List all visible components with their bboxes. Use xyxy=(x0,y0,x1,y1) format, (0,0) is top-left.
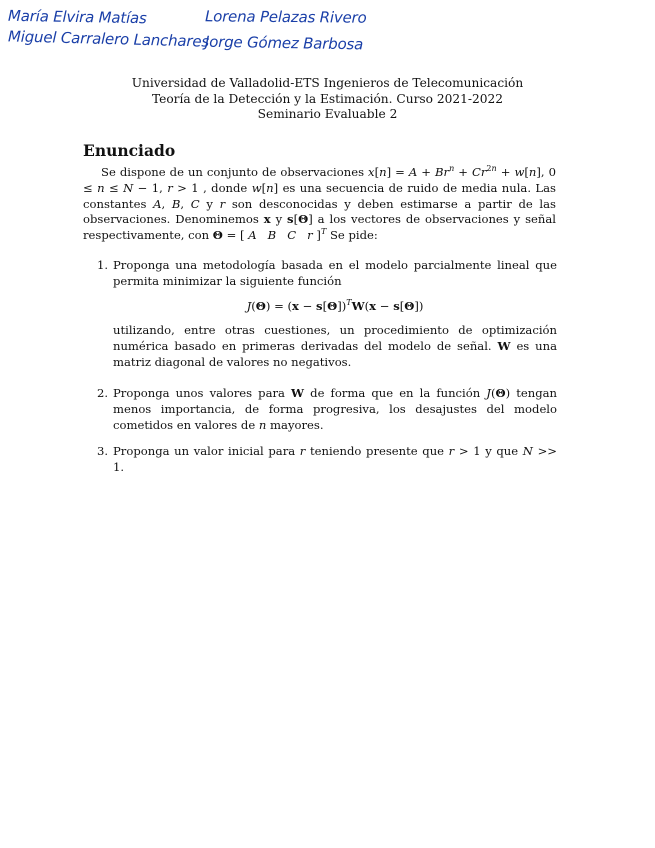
item-number: 3. xyxy=(97,444,109,458)
item-number: 1. xyxy=(97,258,109,272)
header-seminar: Seminario Evaluable 2 xyxy=(257,107,398,121)
item-number: 2. xyxy=(97,386,109,400)
objective-equation: $J(\Theta) = (x - s[\Theta])^TW(x - s[\Theta])$ xyxy=(246,297,424,313)
header-course: Teoría de la Detección y la Estimación. Curso 2021-2022 xyxy=(151,91,504,106)
signature-lorena: Lorena Pelazas Rivero xyxy=(204,7,367,27)
document-header xyxy=(0,76,655,123)
list-item: 2. Proponga unos valores para W de forma que en la función J(Θ) tengan menos importancia, de forma progresiva, los desajustes del modelo cometidos en valores de n mayores. xyxy=(97,386,558,432)
signature-miguel: Miguel Carralero Lanchares xyxy=(7,27,210,51)
list-item: 1. Proponga una metodología basada en el modelo parcialmente lineal que permita minimizar la siguiente función $J(\Theta) = (x - s[\Theta])^TW(x - s[\Theta])$ utilizando, entre otras cuestiones, un procedimiento de optimización numérica basado en primeras derivadas del modelo de señal. W es una matriz diagonal de valores no negativos. xyxy=(97,258,558,369)
signature-jorge: Jorge Gómez Barbosa xyxy=(204,32,364,54)
section-title: Enunciado xyxy=(83,141,176,160)
header-university: Universidad de Valladolid-ETS Ingenieros de Telecomunicación xyxy=(131,76,524,90)
intro-paragraph: Se dispone de un conjunto de observaciones $x[n] = A + Br^n + Cr^{2n} + w[n]$, 0 ≤ n ≤ N − 1, r > 1 , donde w[n] es una secuencia de ruido de media nula. Las constantes A, B, C y r son desconocidas y deben estimarse a partir de las observaciones. Denominemos x y s[Θ] a los vectores de observaciones y señal respectivamente, con Θ = [ A B C r ]$^T$ Se pide: xyxy=(83,164,557,243)
signature-maria: María Elvira Matías xyxy=(7,6,147,28)
list-item: 3. Proponga un valor inicial para r teniendo presente que r > 1 y que N >> 1. xyxy=(97,444,557,474)
